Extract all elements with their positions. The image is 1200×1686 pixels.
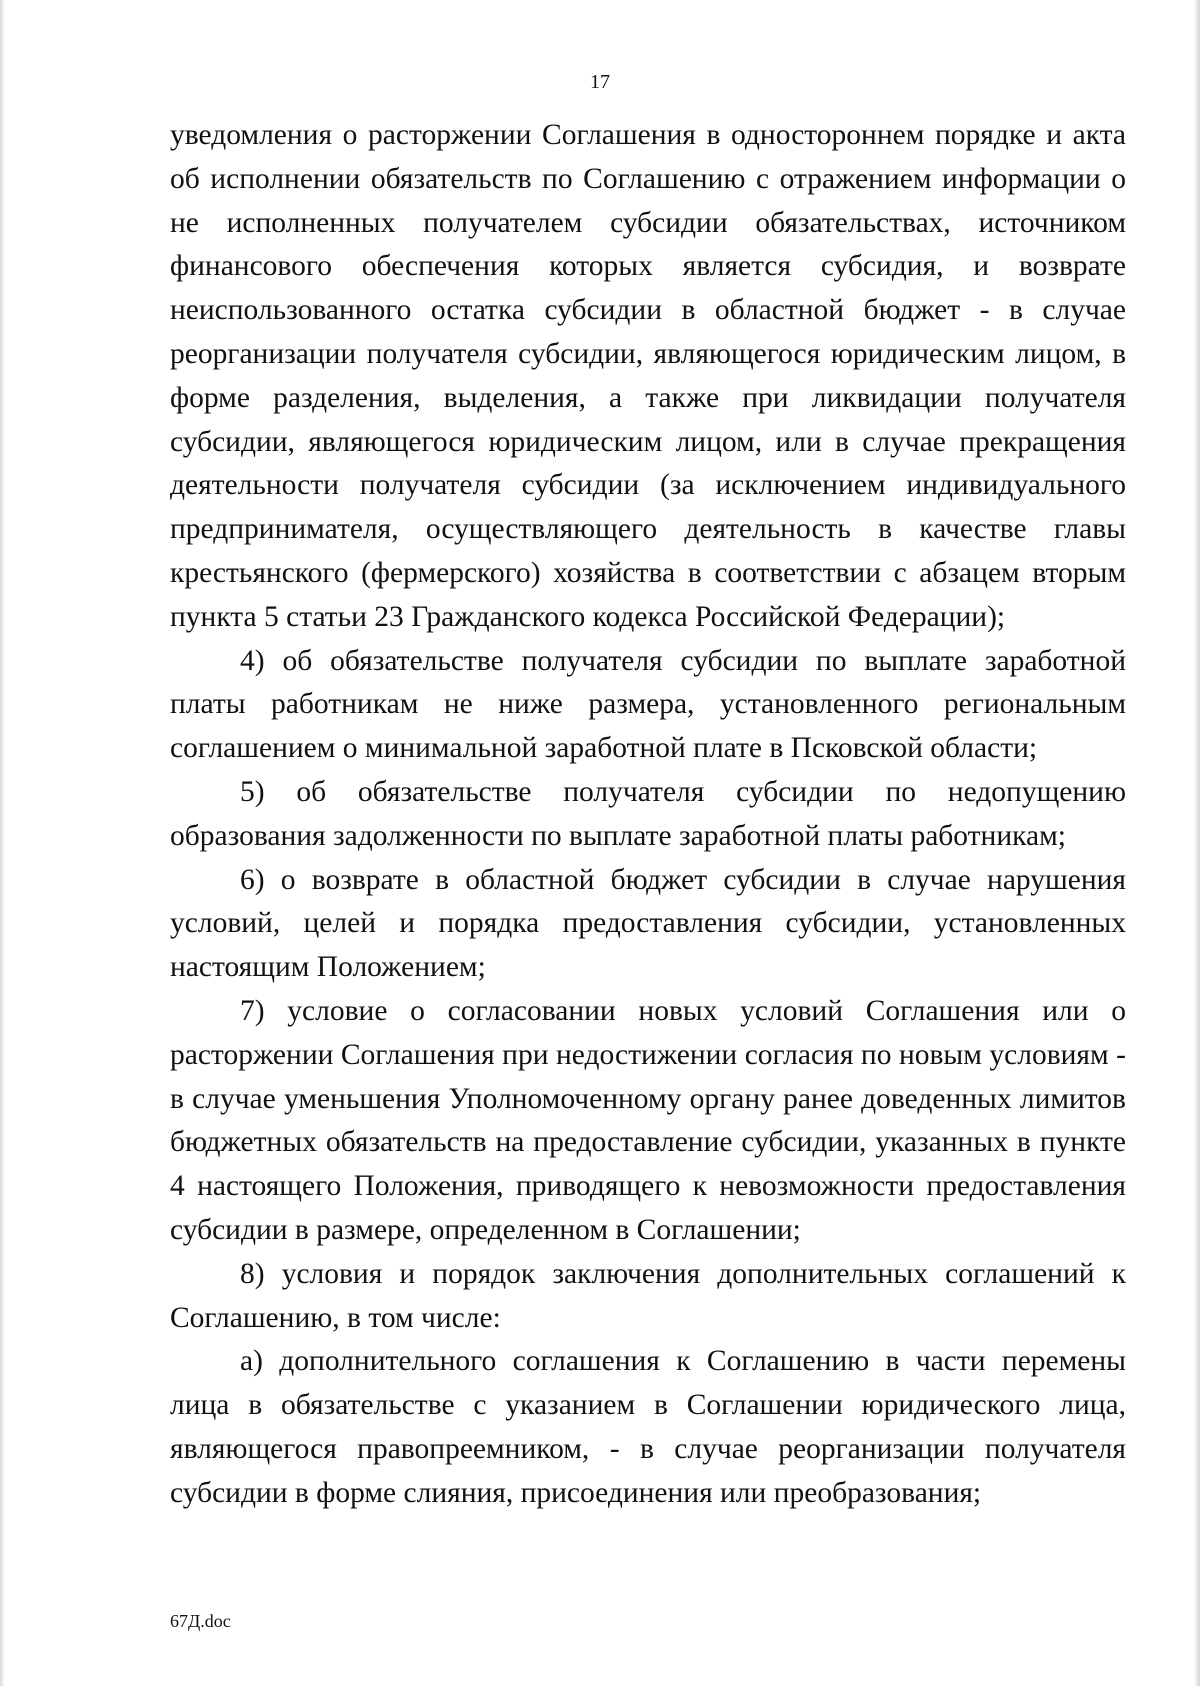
paragraph-subitem-a: а) дополнительного соглашения к Соглашению в части перемены лица в обязательстве с указанием в Соглашении юридического лица, являющегося правопреемником, - в случае реорганизации получателя субсидии в форме слияния, присоединения или преобразования; [170, 1345, 1126, 1509]
paragraph-item-7: 7) условие о согласовании новых условий Соглашения или о расторжении Соглашения при недостижении согласия по новым условиям - в случае уменьшения Уполномоченному органу ранее доведенных лимитов бюджетных обязательств на предоставление субсидии, указанных в пункте 4 настоящего Положения, приводящего к невозможности предоставления субсидии в размере, определенном в Соглашении; [170, 994, 1126, 1246]
footer-filename: 67Д.doc [170, 1611, 231, 1631]
paragraph-item-5: 5) об обязательстве получателя субсидии по недопущению образования задолженности по выплате заработной платы работникам; [170, 775, 1126, 852]
scan-edge-left [0, 0, 5, 1686]
paragraph-continuation: уведомления о расторжении Соглашения в одностороннем порядке и акта об исполнении обязательств по Соглашению с отражением информации о не исполненных получателем субсидии обязательствах, источником финансового обеспечения которых является субсидия, и возврате неиспользованного остатка субсидии в областной бюджет - в случае реорганизации получателя субсидии, являющегося юридическим лицом, в форме разделения, выделения, а также при ликвидации получателя субсидии, являющегося юридическим лицом, или в случае прекращения деятельности получателя субсидии (за исключением индивидуального предпринимателя, осуществляющего деятельность в качестве главы крестьянского (фермерского) хозяйства в соответствии с абзацем вторым пункта 5 статьи 23 Гражданского кодекса Российской Федерации); [170, 119, 1126, 633]
paragraph-item-8: 8) условия и порядок заключения дополнительных соглашений к Соглашению, в том числе: [170, 1257, 1126, 1334]
paragraph-item-6: 6) о возврате в областной бюджет субсидии в случае нарушения условий, целей и порядка предоставления субсидии, установленных настоящим Положением; [170, 863, 1126, 984]
page-number: 17 [590, 71, 610, 93]
document-body [170, 114, 1126, 1516]
paragraph-item-4: 4) об обязательстве получателя субсидии по выплате заработной платы работникам не ниже размера, установленного региональным соглашением о минимальной заработной плате в Псковской области; [170, 644, 1126, 765]
scan-edge-right [1194, 0, 1200, 1686]
